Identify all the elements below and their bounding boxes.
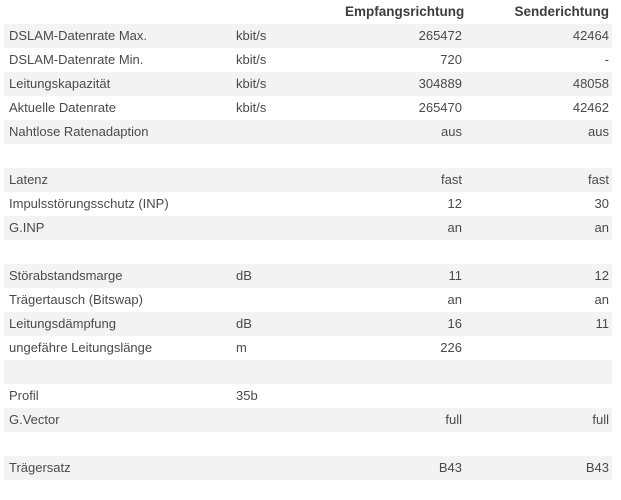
row-downstream-value: [340, 384, 465, 408]
row-upstream-value: an: [594, 292, 609, 307]
row-downstream-value: aus: [441, 124, 462, 139]
row-upstream-value: 42464: [572, 28, 609, 43]
row-upstream-value: 30: [594, 196, 609, 211]
row-downstream-value: full: [445, 412, 462, 427]
row-label: Trägersatz: [9, 460, 71, 475]
table-row: [4, 432, 612, 456]
row-downstream-value: 265472: [418, 28, 462, 43]
row-unit: kbit/s: [236, 52, 267, 67]
row-unit: kbit/s: [236, 100, 267, 115]
table-row: [4, 336, 612, 360]
row-label: Aktuelle Datenrate: [9, 100, 116, 115]
dsl-spectrum-table: [4, 0, 612, 480]
header-label-column: [4, 0, 222, 24]
header-downstream: Empfangsrichtung: [345, 4, 465, 19]
row-downstream-value: [340, 360, 465, 384]
row-upstream-value: 12: [594, 268, 609, 283]
row-upstream-value: [465, 144, 612, 168]
table-row: [4, 264, 612, 288]
row-unit: [222, 288, 340, 312]
row-downstream-value: B43: [438, 460, 462, 475]
row-upstream-value: an: [594, 220, 609, 235]
row-upstream-value: [465, 360, 612, 384]
row-label: Impulsstörungsschutz (INP): [9, 196, 169, 211]
table-body: [4, 24, 612, 480]
row-upstream-value: fast: [588, 172, 609, 187]
table-row: [4, 96, 612, 120]
header-unit-column: [222, 0, 340, 24]
row-label: [4, 432, 222, 456]
row-downstream-value: [340, 240, 465, 264]
table-row: [4, 24, 612, 48]
row-unit: [222, 432, 340, 456]
table-row: [4, 216, 612, 240]
row-unit: kbit/s: [236, 28, 267, 43]
row-label: Störabstandsmarge: [9, 268, 123, 283]
row-downstream-value: 16: [447, 316, 462, 331]
table-row: [4, 384, 612, 408]
row-label: [4, 360, 222, 384]
row-upstream-value: [465, 240, 612, 264]
row-unit: [222, 120, 340, 144]
row-downstream-value: [340, 144, 465, 168]
table-row: [4, 72, 612, 96]
table-row: [4, 192, 612, 216]
row-upstream-value: aus: [588, 124, 609, 139]
row-unit: 35b: [236, 388, 258, 403]
row-unit: [222, 240, 340, 264]
row-label: Latenz: [9, 172, 49, 187]
row-label: Profil: [9, 388, 39, 403]
row-unit: [222, 216, 340, 240]
row-upstream-value: B43: [585, 460, 609, 475]
table-row: [4, 312, 612, 336]
row-upstream-value: full: [592, 412, 609, 427]
table-row: [4, 240, 612, 264]
row-unit: dB: [236, 316, 252, 331]
row-upstream-value: [465, 432, 612, 456]
row-downstream-value: 12: [447, 196, 462, 211]
row-unit: [222, 168, 340, 192]
row-label: Leitungskapazität: [9, 76, 111, 91]
row-label: DSLAM-Datenrate Min.: [9, 52, 144, 67]
row-upstream-value: 48058: [572, 76, 609, 91]
row-label: G.Vector: [9, 412, 60, 427]
row-downstream-value: an: [447, 292, 462, 307]
row-downstream-value: 226: [440, 340, 462, 355]
row-unit: [222, 456, 340, 480]
row-label: Trägertausch (Bitswap): [9, 292, 143, 307]
row-unit: m: [236, 340, 247, 355]
row-label: DSLAM-Datenrate Max.: [9, 28, 147, 43]
row-label: Leitungsdämpfung: [9, 316, 116, 331]
table-row: [4, 456, 612, 480]
row-upstream-value: 11: [595, 316, 609, 331]
row-label: Nahtlose Ratenadaption: [9, 124, 149, 139]
row-unit: [222, 408, 340, 432]
row-unit: [222, 360, 340, 384]
header-upstream: Senderichtung: [514, 4, 609, 19]
row-label: [4, 144, 222, 168]
row-downstream-value: [340, 432, 465, 456]
row-unit: [222, 144, 340, 168]
row-unit: dB: [236, 268, 252, 283]
table-row: [4, 408, 612, 432]
row-label: ungefähre Leitungslänge: [9, 340, 153, 355]
table-row: [4, 48, 612, 72]
row-upstream-value: [465, 384, 612, 408]
row-upstream-value: -: [604, 52, 609, 67]
row-downstream-value: fast: [441, 172, 462, 187]
table-row: [4, 120, 612, 144]
table-row: [4, 168, 612, 192]
row-upstream-value: 42462: [572, 100, 609, 115]
table-row: [4, 288, 612, 312]
row-downstream-value: an: [447, 220, 462, 235]
row-downstream-value: 720: [440, 52, 462, 67]
row-downstream-value: 11: [448, 268, 462, 283]
row-upstream-value: [465, 336, 612, 360]
table-row: [4, 144, 612, 168]
row-downstream-value: 265470: [418, 100, 462, 115]
row-unit: [222, 192, 340, 216]
row-unit: kbit/s: [236, 76, 267, 91]
row-label: [4, 240, 222, 264]
table-header-row: [4, 0, 612, 24]
table-row: [4, 360, 612, 384]
row-label: G.INP: [9, 220, 45, 235]
row-downstream-value: 304889: [418, 76, 462, 91]
